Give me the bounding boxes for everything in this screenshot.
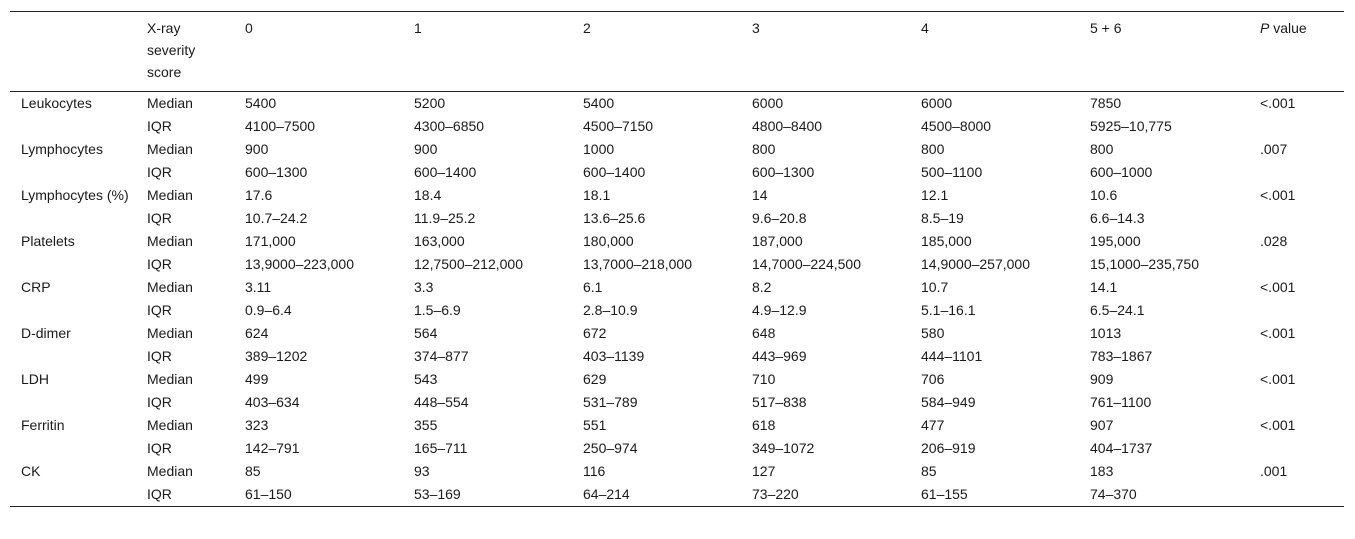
- cell-score-3: 187,000: [752, 233, 803, 249]
- cell-score-5: 6.5–24.1: [1090, 302, 1145, 318]
- cell-score-5: 907: [1090, 417, 1114, 433]
- cell-score-2: 531–789: [583, 394, 638, 410]
- cell-p-value: [1260, 483, 1344, 507]
- header-score-3: 3: [752, 20, 760, 36]
- cell-p-value: [1260, 299, 1344, 322]
- cell-score-3: 648: [752, 325, 776, 341]
- table-row: [10, 368, 1344, 391]
- lab-values-table-container: [10, 11, 1344, 507]
- cell-score-1: 900: [414, 141, 438, 157]
- table-row: [10, 138, 1344, 161]
- cell-score-3: 14,7000–224,500: [752, 256, 861, 272]
- cell-score-2: 2.8–10.9: [583, 302, 638, 318]
- cell-score-2: 5400: [583, 95, 615, 111]
- row-label: LDH: [21, 371, 50, 387]
- cell-score-2: 250–974: [583, 440, 638, 456]
- table-row: [10, 414, 1344, 437]
- cell-p-value: [1260, 391, 1344, 414]
- cell-score-1: 564: [414, 325, 438, 341]
- cell-p-value: <.001: [1260, 417, 1296, 433]
- row-label: [10, 483, 147, 507]
- cell-score-3: 127: [752, 463, 776, 479]
- header-p-value: [1260, 12, 1344, 92]
- row-statistic: IQR: [147, 210, 172, 226]
- cell-score-0: 0.9–6.4: [245, 302, 292, 318]
- cell-score-3: 8.2: [752, 279, 772, 295]
- row-label: D-dimer: [21, 325, 71, 341]
- cell-score-4: 4500–8000: [921, 118, 992, 134]
- header-score-2: 2: [583, 20, 591, 36]
- cell-score-5: 74–370: [1090, 486, 1137, 502]
- row-label: [10, 391, 147, 414]
- cell-score-3: 800: [752, 141, 776, 157]
- row-label: Lymphocytes (%): [21, 187, 129, 203]
- cell-score-3: 443–969: [752, 348, 807, 364]
- cell-score-4: 5.1–16.1: [921, 302, 976, 318]
- row-statistic: IQR: [147, 394, 172, 410]
- cell-score-5: 183: [1090, 463, 1114, 479]
- row-label: CRP: [21, 279, 51, 295]
- cell-score-1: 93: [414, 463, 430, 479]
- row-statistic: Median: [147, 417, 193, 433]
- table-row: [10, 115, 1344, 138]
- cell-score-1: 53–169: [414, 486, 461, 502]
- cell-score-1: 3.3: [414, 279, 434, 295]
- cell-score-2: 116: [583, 463, 606, 479]
- cell-score-1: 4300–6850: [414, 118, 485, 134]
- row-statistic: IQR: [147, 164, 172, 180]
- row-label: [10, 207, 147, 230]
- table-row: [10, 207, 1344, 230]
- row-statistic: Median: [147, 371, 193, 387]
- cell-score-5: 6.6–14.3: [1090, 210, 1145, 226]
- cell-score-3: 710: [752, 371, 776, 387]
- cell-score-3: 4800–8400: [752, 118, 823, 134]
- cell-p-value: [1260, 437, 1344, 460]
- header-score-5-6: 5 + 6: [1090, 20, 1122, 36]
- cell-score-3: 600–1300: [752, 164, 815, 180]
- row-statistic: IQR: [147, 440, 172, 456]
- table-row: [10, 184, 1344, 207]
- header-score-line2: severity: [147, 42, 196, 58]
- cell-score-2: 4500–7150: [583, 118, 654, 134]
- table-row: [10, 276, 1344, 299]
- row-statistic: Median: [147, 233, 193, 249]
- header-p-rest: value: [1269, 20, 1307, 36]
- cell-score-5: 800: [1090, 141, 1114, 157]
- row-label: [10, 115, 147, 138]
- cell-score-4: 206–919: [921, 440, 976, 456]
- table-row: [10, 92, 1344, 116]
- cell-score-1: 543: [414, 371, 438, 387]
- cell-score-3: 6000: [752, 95, 784, 111]
- row-statistic: IQR: [147, 302, 172, 318]
- cell-score-5: 783–1867: [1090, 348, 1153, 364]
- cell-score-4: 477: [921, 417, 945, 433]
- header-score-line3: score: [147, 64, 182, 80]
- cell-score-0: 142–791: [245, 440, 300, 456]
- row-statistic: Median: [147, 279, 193, 295]
- cell-p-value: .028: [1260, 233, 1288, 249]
- header-p-italic: P: [1260, 20, 1270, 36]
- cell-score-1: 600–1400: [414, 164, 477, 180]
- cell-score-0: 17.6: [245, 187, 273, 203]
- cell-score-1: 448–554: [414, 394, 469, 410]
- row-label: Platelets: [21, 233, 75, 249]
- cell-score-3: 9.6–20.8: [752, 210, 807, 226]
- cell-p-value: [1260, 207, 1344, 230]
- row-label: Ferritin: [21, 417, 65, 433]
- cell-score-0: 10.7–24.2: [245, 210, 308, 226]
- cell-score-5: 1013: [1090, 325, 1122, 341]
- cell-p-value: [1260, 253, 1344, 276]
- cell-score-3: 517–838: [752, 394, 807, 410]
- cell-score-0: 600–1300: [245, 164, 308, 180]
- cell-score-5: 10.6: [1090, 187, 1118, 203]
- cell-score-4: 14,9000–257,000: [921, 256, 1030, 272]
- cell-score-4: 584–949: [921, 394, 976, 410]
- cell-score-1: 1.5–6.9: [414, 302, 461, 318]
- cell-score-4: 6000: [921, 95, 953, 111]
- table-row: [10, 483, 1344, 507]
- row-label: [10, 161, 147, 184]
- row-statistic: Median: [147, 141, 193, 157]
- row-statistic: IQR: [147, 118, 172, 134]
- cell-score-0: 85: [245, 463, 261, 479]
- row-label: Leukocytes: [21, 95, 92, 111]
- cell-score-1: 165–711: [414, 440, 468, 456]
- table-row: [10, 322, 1344, 345]
- row-statistic: Median: [147, 95, 193, 111]
- cell-score-4: 61–155: [921, 486, 968, 502]
- cell-score-0: 13,9000–223,000: [245, 256, 354, 272]
- cell-score-5: 14.1: [1090, 279, 1118, 295]
- cell-score-2: 6.1: [583, 279, 603, 295]
- cell-score-1: 18.4: [414, 187, 442, 203]
- row-statistic: Median: [147, 187, 193, 203]
- cell-score-4: 10.7: [921, 279, 949, 295]
- cell-score-0: 323: [245, 417, 269, 433]
- cell-score-5: 15,1000–235,750: [1090, 256, 1199, 272]
- cell-score-4: 185,000: [921, 233, 972, 249]
- cell-score-4: 12.1: [921, 187, 949, 203]
- cell-score-1: 11.9–25.2: [414, 210, 476, 226]
- cell-score-5: 404–1737: [1090, 440, 1153, 456]
- table-row: [10, 161, 1344, 184]
- cell-p-value: [1260, 161, 1344, 184]
- cell-score-0: 624: [245, 325, 269, 341]
- header-blank: [10, 12, 147, 92]
- cell-score-4: 444–1101: [921, 348, 983, 364]
- cell-score-0: 900: [245, 141, 269, 157]
- cell-score-3: 618: [752, 417, 776, 433]
- row-label: [10, 437, 147, 460]
- cell-score-4: 8.5–19: [921, 210, 964, 226]
- cell-score-5: 600–1000: [1090, 164, 1153, 180]
- cell-score-0: 4100–7500: [245, 118, 316, 134]
- cell-score-2: 18.1: [583, 187, 611, 203]
- cell-score-2: 672: [583, 325, 607, 341]
- cell-p-value: <.001: [1260, 187, 1296, 203]
- cell-score-0: 403–634: [245, 394, 300, 410]
- cell-score-4: 706: [921, 371, 945, 387]
- cell-score-0: 389–1202: [245, 348, 308, 364]
- cell-p-value: <.001: [1260, 279, 1296, 295]
- cell-score-5: 761–1100: [1090, 394, 1152, 410]
- row-statistic: IQR: [147, 486, 172, 502]
- cell-score-0: 61–150: [245, 486, 292, 502]
- row-statistic: Median: [147, 463, 193, 479]
- table-row: [10, 391, 1344, 414]
- row-label: CK: [21, 463, 41, 479]
- cell-score-3: 349–1072: [752, 440, 815, 456]
- header-score-line1: X-ray: [147, 20, 181, 36]
- cell-score-4: 800: [921, 141, 945, 157]
- cell-score-3: 14: [752, 187, 768, 203]
- cell-score-0: 5400: [245, 95, 277, 111]
- cell-score-0: 171,000: [245, 233, 296, 249]
- cell-score-2: 13,7000–218,000: [583, 256, 692, 272]
- cell-score-3: 4.9–12.9: [752, 302, 807, 318]
- cell-score-3: 73–220: [752, 486, 799, 502]
- cell-score-5: 909: [1090, 371, 1114, 387]
- table-row: [10, 460, 1344, 483]
- cell-p-value: <.001: [1260, 95, 1296, 111]
- cell-score-5: 195,000: [1090, 233, 1141, 249]
- row-label: [10, 345, 147, 368]
- cell-p-value: .001: [1260, 463, 1288, 479]
- cell-score-2: 1000: [583, 141, 615, 157]
- cell-score-5: 5925–10,775: [1090, 118, 1172, 134]
- cell-p-value: [1260, 115, 1344, 138]
- cell-score-1: 355: [414, 417, 438, 433]
- table-row: [10, 299, 1344, 322]
- cell-score-2: 551: [583, 417, 607, 433]
- table-row: [10, 437, 1344, 460]
- cell-score-4: 85: [921, 463, 937, 479]
- cell-score-2: 600–1400: [583, 164, 646, 180]
- cell-p-value: .007: [1260, 141, 1288, 157]
- cell-score-2: 629: [583, 371, 607, 387]
- table-row: [10, 253, 1344, 276]
- cell-score-2: 180,000: [583, 233, 634, 249]
- cell-score-1: 163,000: [414, 233, 465, 249]
- cell-score-1: 12,7500–212,000: [414, 256, 523, 272]
- row-label: Lymphocytes: [21, 141, 103, 157]
- header-score-4: 4: [921, 20, 929, 36]
- row-label: [10, 299, 147, 322]
- header-xray-severity-score: [147, 12, 245, 92]
- table-row: [10, 345, 1344, 368]
- cell-score-2: 13.6–25.6: [583, 210, 646, 226]
- cell-score-2: 403–1139: [583, 348, 645, 364]
- cell-score-4: 580: [921, 325, 945, 341]
- table-body: [10, 92, 1344, 507]
- cell-p-value: <.001: [1260, 325, 1296, 341]
- header-score-0: 0: [245, 20, 253, 36]
- table-header-row: [10, 12, 1344, 92]
- cell-p-value: [1260, 345, 1344, 368]
- cell-score-1: 374–877: [414, 348, 469, 364]
- cell-score-0: 3.11: [245, 279, 272, 295]
- cell-score-1: 5200: [414, 95, 446, 111]
- row-statistic: IQR: [147, 256, 172, 272]
- row-statistic: Median: [147, 325, 193, 341]
- cell-score-2: 64–214: [583, 486, 630, 502]
- cell-p-value: <.001: [1260, 371, 1296, 387]
- row-statistic: IQR: [147, 348, 172, 364]
- header-score-1: 1: [414, 20, 422, 36]
- cell-score-4: 500–1100: [921, 164, 983, 180]
- lab-values-table: [10, 11, 1344, 507]
- cell-score-5: 7850: [1090, 95, 1122, 111]
- table-row: [10, 230, 1344, 253]
- cell-score-0: 499: [245, 371, 269, 387]
- row-label: [10, 253, 147, 276]
